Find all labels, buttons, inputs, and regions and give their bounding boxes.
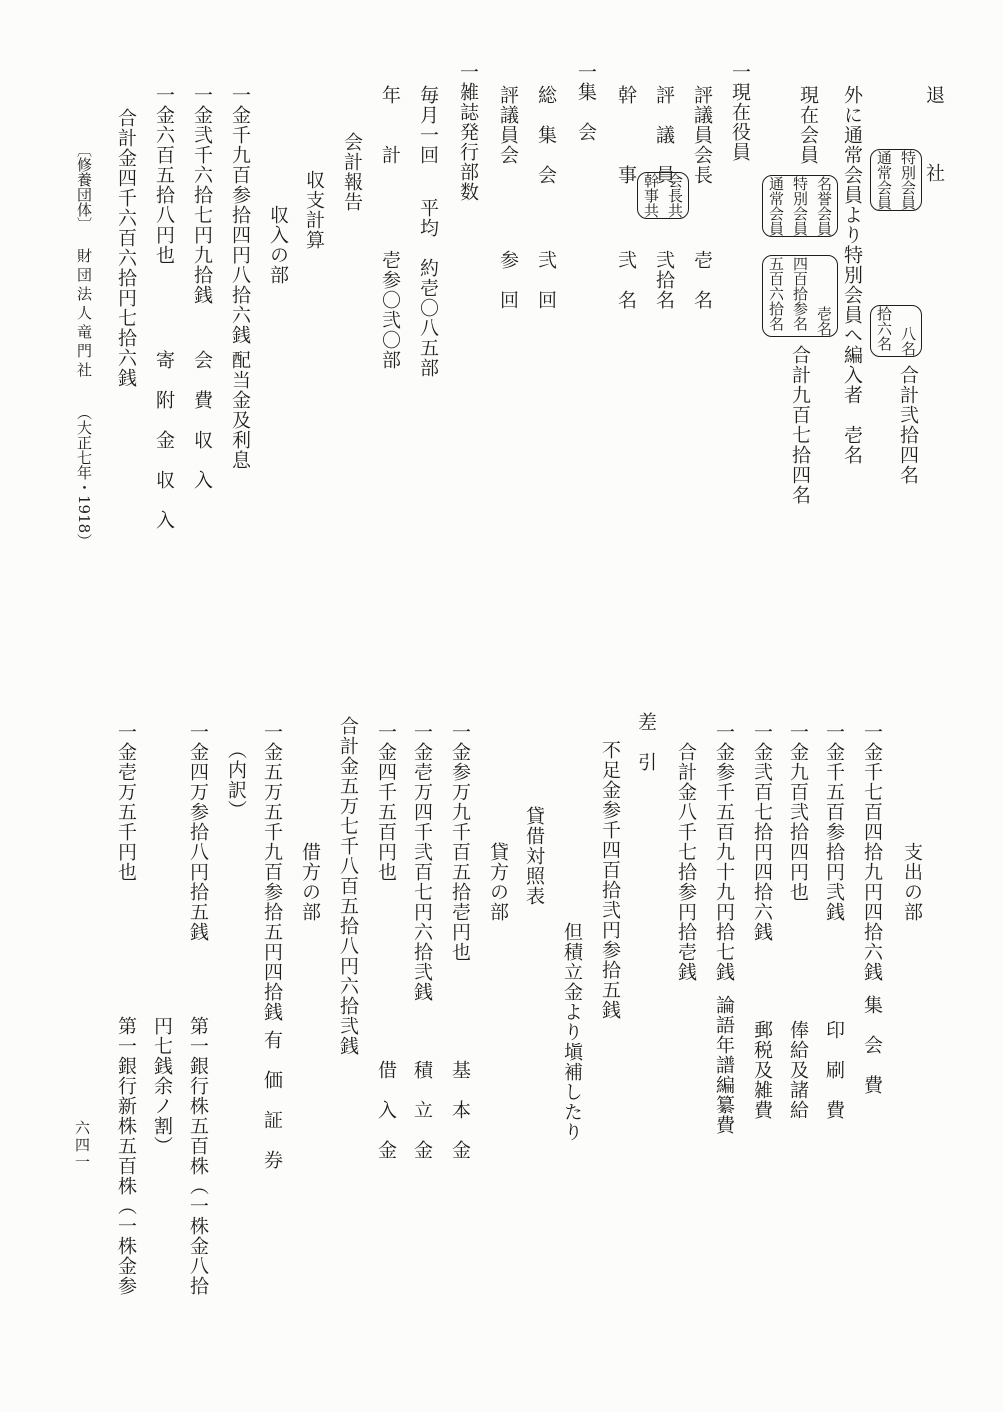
income-head: 収入の部 — [267, 205, 289, 285]
expense-amount-4: 一金弐百七拾円四拾六銭 — [751, 722, 773, 942]
current-total: 合計九百七拾四名 — [789, 345, 811, 505]
expense-label-5: 論語年譜編纂費 — [713, 995, 735, 1135]
debit-amount-3: 一金四千五百円也 — [375, 722, 397, 882]
retire-type-special: 特別会員 — [899, 150, 917, 210]
yearly-label: 年 計 — [379, 85, 401, 165]
meetings-head: 一集 会 — [575, 62, 597, 142]
current-type-regular: 通常会員 — [767, 176, 785, 236]
general-meeting-value: 弐 回 — [535, 250, 557, 310]
debit-amount-1: 一金参万九千百五拾壱円也 — [449, 722, 471, 962]
balance-head: 差 引 — [635, 712, 657, 772]
footer-era: （大正七年・1918） — [75, 405, 93, 549]
expense-label-4: 郵税及雑費 — [751, 1020, 773, 1120]
income-total: 合計金四千六百六拾円七拾六銭 — [115, 108, 137, 388]
expense-amount-1: 一金千七百四拾九円四拾六銭 — [861, 722, 883, 982]
balance-shortfall: 不足金参千四百拾弐円参拾五銭 — [599, 740, 621, 1020]
income-label-3: 寄 附 金 収 入 — [153, 350, 175, 530]
footer-name: 財団法人竜門社 — [75, 248, 93, 381]
expense-amount-2: 一金千五百参拾円弐銭 — [823, 722, 845, 922]
expense-amount-5: 一金参千五百九十九円拾七銭 — [713, 722, 735, 982]
debit-label-1: 基 本 金 — [449, 1060, 471, 1160]
expense-amount-3: 一金九百弐拾四円也 — [787, 722, 809, 902]
breakdown-label-1: 第一銀行株五百株（一株金八拾 — [187, 1016, 209, 1296]
page-number: 六四一 — [73, 1120, 91, 1171]
current-types — [762, 175, 838, 237]
council-note-staff: 幹事共 — [642, 173, 660, 218]
retire-count-regular: 拾六名 — [875, 306, 893, 351]
footer-category: 〔修養団体〕 — [75, 142, 93, 232]
staff-value: 弐 名 — [615, 250, 637, 310]
breakdown-label-1b: 円七銭余ノ割） — [151, 1016, 173, 1156]
retire-head: 退 社 — [923, 85, 945, 202]
breakdown-head: （内訳） — [225, 740, 247, 820]
magazine-head: 一雑誌発行部数 — [457, 62, 479, 202]
credit-amount-1: 一金五万五千九百参拾五円四拾銭 — [261, 722, 283, 1022]
credit-head: 借方の部 — [299, 842, 321, 922]
current-type-honorary: 名誉会員 — [815, 176, 833, 236]
retire-type-regular: 通常会員 — [875, 150, 893, 210]
credit-label-1: 有 価 証 券 — [261, 1030, 283, 1170]
balance-note: 但積立金より塡補したり — [561, 922, 583, 1142]
yearly-value: 壱参〇弐〇部 — [379, 250, 401, 370]
expense-head: 支出の部 — [901, 842, 923, 922]
report-sub: 収支計算 — [303, 170, 325, 250]
expense-label-3: 俸給及諸給 — [787, 1020, 809, 1120]
transfer-note: 外に通常会員より特別会員へ編入者 壱名 — [841, 85, 863, 465]
expense-total: 合計金八千七拾参円拾壱銭 — [675, 742, 697, 982]
debit-amount-2: 一金壱万四千弐百七円六拾弐銭 — [411, 722, 433, 1002]
breakdown-label-2: 第一銀行新株五百株（一株金参 — [115, 1016, 137, 1296]
income-label-1: 配当金及利息 — [229, 350, 251, 470]
retire-block — [870, 85, 946, 211]
expense-label-2: 印 刷 費 — [823, 1020, 845, 1120]
income-label-2: 会 費 収 入 — [191, 350, 213, 490]
council-value: 弐拾名 — [653, 250, 675, 310]
monthly-label: 毎月一回 — [417, 85, 439, 165]
debit-label-3: 借 入 金 — [375, 1060, 397, 1160]
current-count-honorary: 壱名 — [815, 306, 833, 336]
current-counts — [762, 255, 838, 337]
report-head: 会計報告 — [341, 132, 363, 212]
council-label: 評 議 員 — [653, 85, 675, 185]
breakdown-amount-2: 一金壱万五千円也 — [115, 722, 137, 882]
retire-count-special: 八名 — [899, 326, 917, 356]
council-note-chair: 会長共 — [666, 173, 684, 218]
current-head: 現在会員 — [797, 85, 819, 165]
council-meeting-label: 評議員会 — [497, 85, 519, 165]
retire-counts — [870, 305, 922, 357]
council-note — [637, 172, 689, 219]
debit-label-2: 積 立 金 — [411, 1060, 433, 1160]
debit-total: 合計金五万七千八百五拾八円六拾弐銭 — [337, 716, 359, 1056]
current-count-regular: 五百六拾名 — [767, 256, 785, 331]
income-amount-1: 一金千九百参拾四円八拾六銭 — [229, 85, 251, 345]
debit-head: 貸方の部 — [487, 842, 509, 922]
retire-total: 合計弐拾四名 — [897, 365, 919, 485]
breakdown-amount-1: 一金四万参拾八円拾五銭 — [187, 722, 209, 942]
current-count-special: 四百拾参名 — [791, 256, 809, 331]
general-meeting-label: 総 集 会 — [535, 85, 557, 185]
monthly-value: 平均 約壱〇八五部 — [417, 198, 439, 378]
staff-label: 幹 事 — [615, 85, 637, 185]
sheet-head: 貸借対照表 — [523, 806, 545, 906]
income-amount-2: 一金弐千六拾七円九拾銭 — [191, 85, 213, 305]
chair-value: 壱 名 — [691, 250, 713, 310]
council-meeting-value: 参 回 — [497, 250, 519, 310]
income-amount-3: 一金六百五拾八円也 — [153, 85, 175, 265]
expense-label-1: 集 会 費 — [861, 995, 883, 1095]
current-type-special: 特別会員 — [791, 176, 809, 236]
officers-head: 一現在役員 — [729, 62, 751, 162]
chair-label: 評議員会長 — [691, 85, 713, 185]
